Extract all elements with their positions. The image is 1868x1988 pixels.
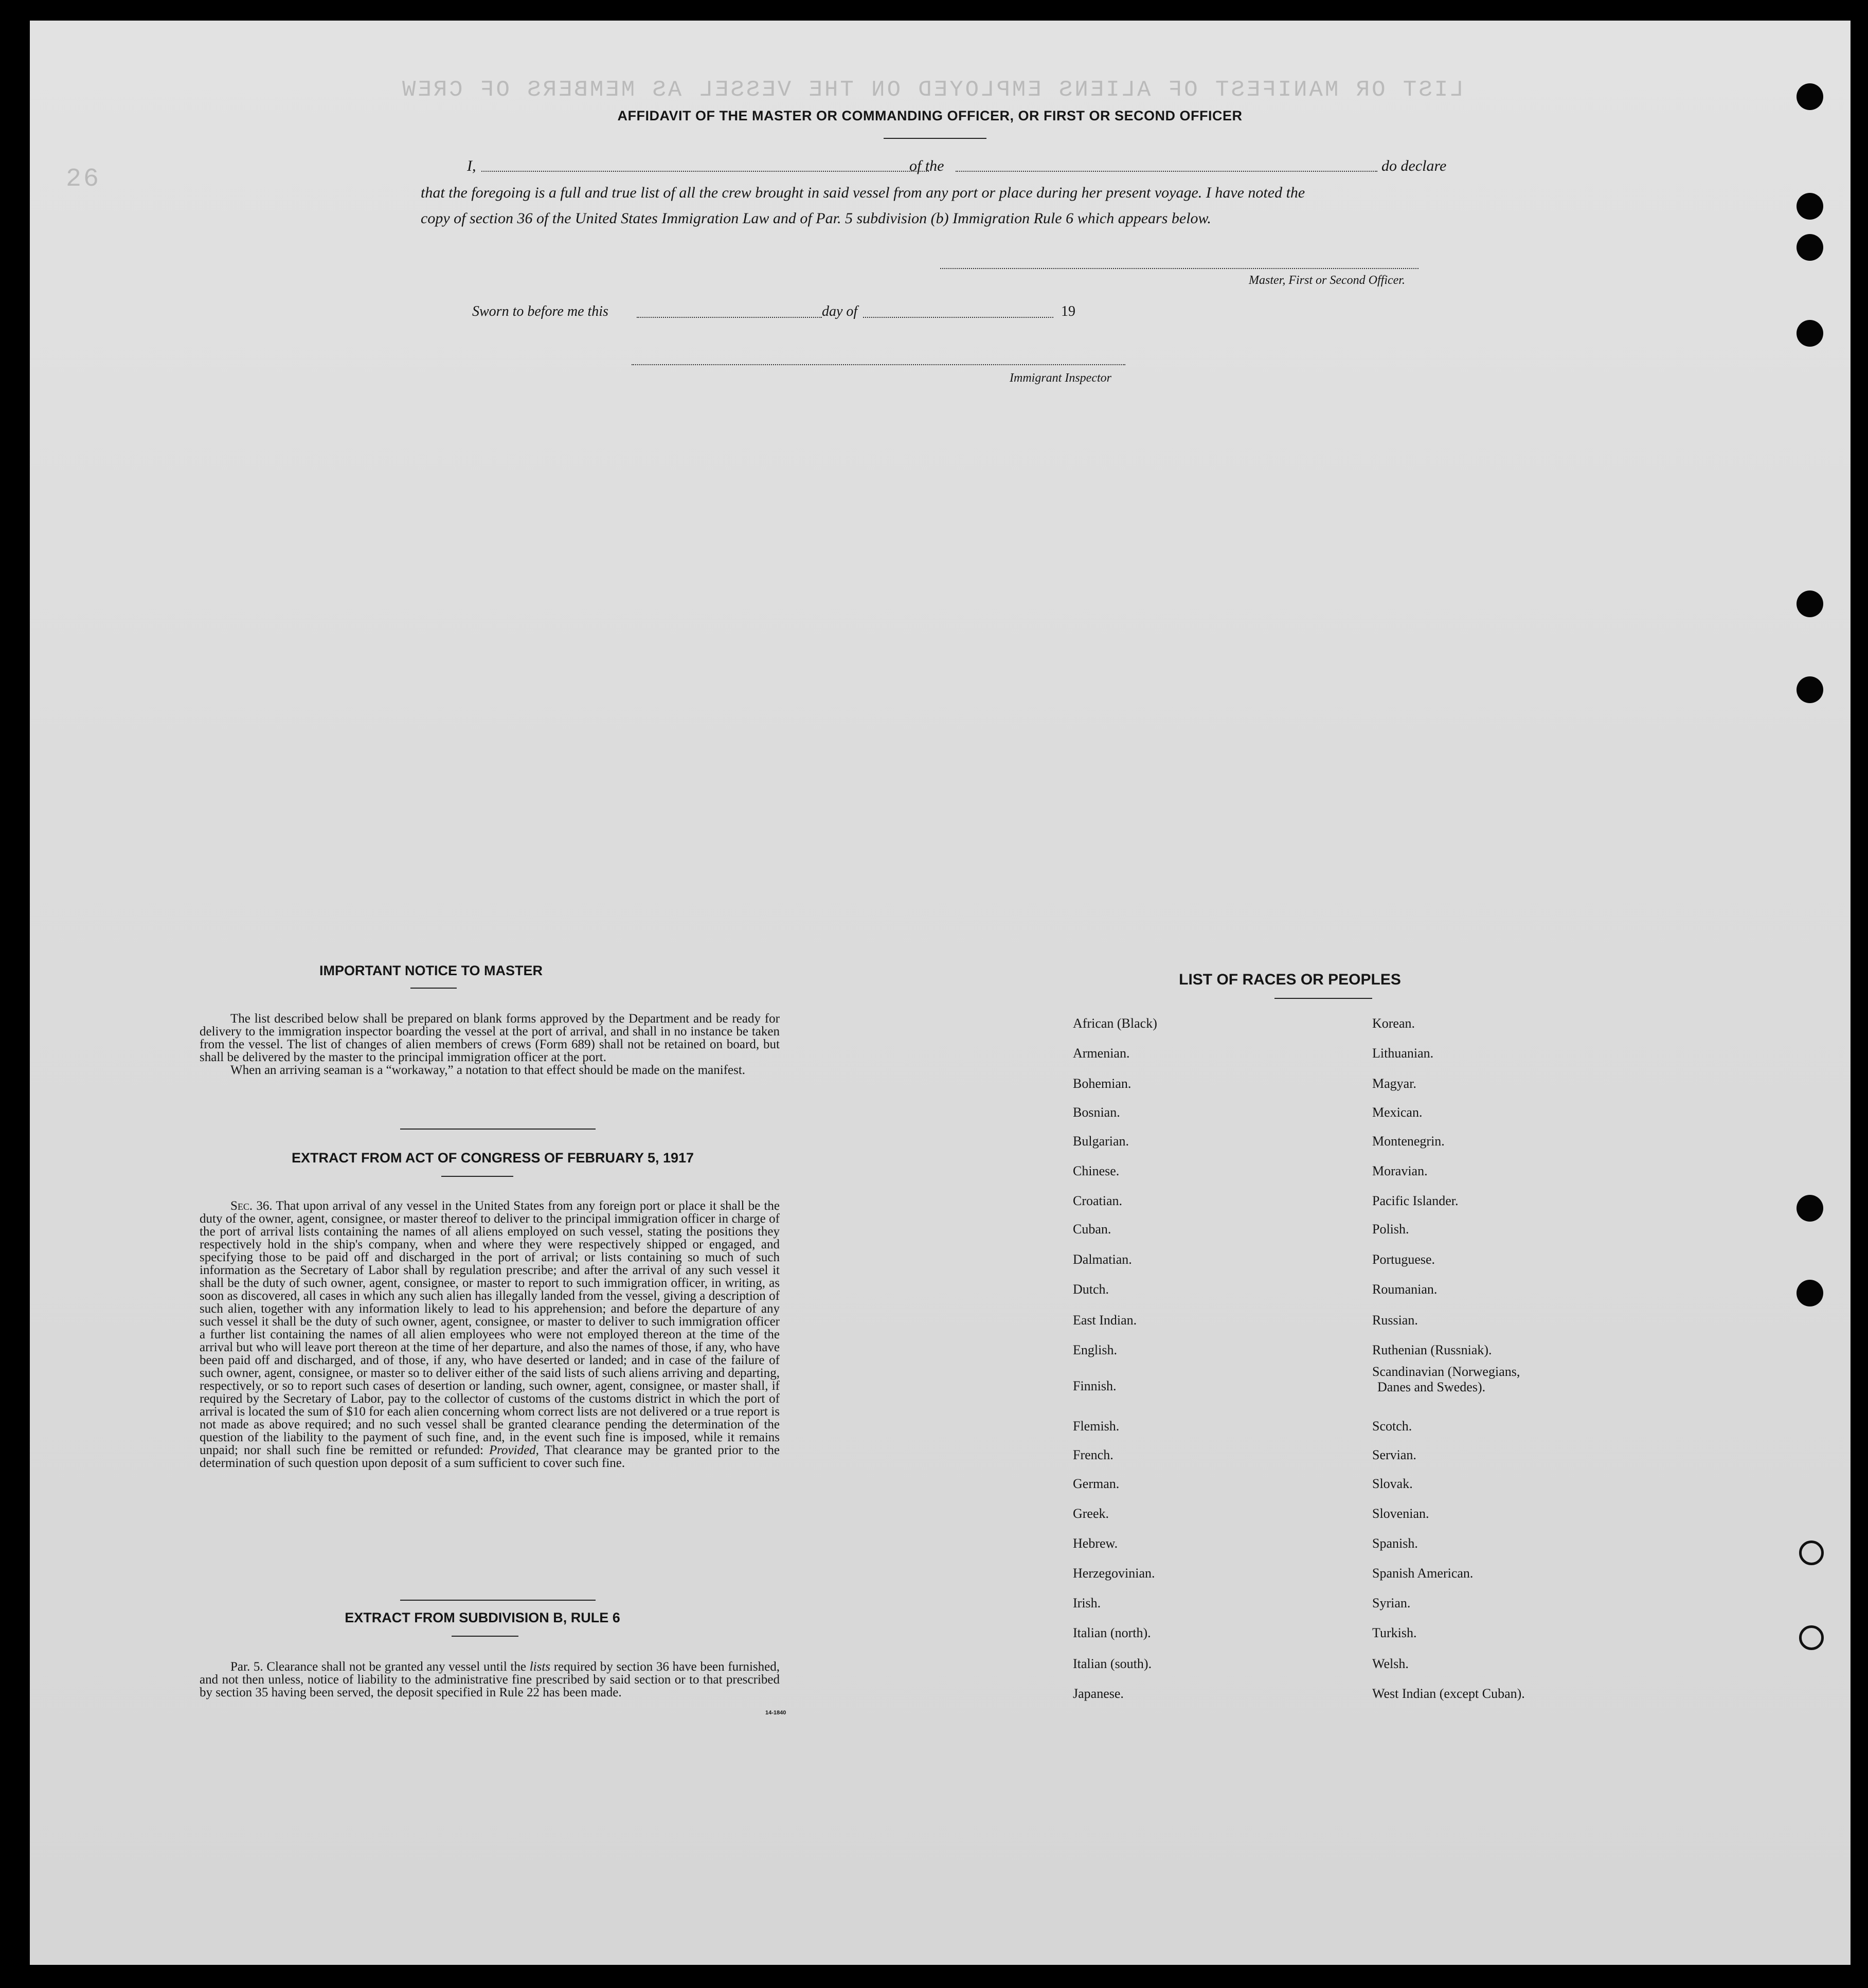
race-item: Bosnian. <box>1073 1105 1120 1120</box>
punch-hole <box>1799 1625 1824 1650</box>
year-prefix: 19 <box>1061 303 1075 319</box>
race-item: Herzegovinian. <box>1073 1566 1155 1581</box>
race-item: African (Black) <box>1073 1016 1157 1031</box>
rule-title: EXTRACT FROM SUBDIVISION B, RULE 6 <box>345 1610 620 1625</box>
affidavit-i-label: I, <box>467 157 476 174</box>
vessel-field-line[interactable] <box>956 171 1377 172</box>
manifest-page <box>30 21 1851 1965</box>
master-signature-line[interactable] <box>940 267 1418 269</box>
race-item: Greek. <box>1073 1506 1109 1521</box>
inspector-label: Immigrant Inspector <box>1010 371 1111 385</box>
act-text: That upon arrival of any vessel in the United States from any foreign port or place it shall be the duty of the owner, agent, consignee, or master thereof to deliver to the principal immigration officer in charge of the port of arrival lists containing the names of all aliens employed on such vessel, stating the positions they respectively hold in the ship's company, when and where they were respectively shipped or engaged, and specifying those to be paid off and discharged in the port of arrival; or lists containing so much of such information as the Secretary of Labor shall by regulation prescribe; and after the arrival of any such vessel it shall be the duty of such owner, agent, consignee, or master to report to such immigration officer, in writing, as soon as discovered, all cases in which any such alien has illegally landed from the vessel, giving a description of such alien, together with any information likely to lead to his apprehension; and before the departure of any such vessel it shall be the duty of such owner, agent, consignee, or master to deliver to such immigration officer a further list containing the names of all alien employees who were not employed thereon at the time of the arrival but who will leave port thereon at the time of her departure, and also the names of those, if any, who have been paid off and discharged, and of those, if any, who have deserted or landed; and in case of the failure of such owner, agent, consignee, or master so to deliver either of the said lists of such aliens arriving and departing, respectively, or so to report such cases of desertion or landing, such owner, agent, consignee, or master shall, if required by the Secretary of Labor, pay to the collector of customs of the customs district in which the port of arrival is located the sum of $10 for each alien concerning whom correct lists are not delivered or a true report is not made as above required; and no such vessel shall be granted clearance pending the determination of the question of the liability to the payment of such fine, and, in the event such fine is imposed, while it remains unpaid; nor shall such fine be remitted or refunded: <box>200 1199 780 1457</box>
rule-text-b: required by section 36 have been furnished, and not then unless, notice of liability to the administrative fine prescribed by said section or to that prescribed by section 35 having been served, the deposit specified in Rule 22 has been made. <box>200 1660 780 1699</box>
section-rule <box>400 1129 596 1130</box>
form-code: 14-1840 <box>765 1710 786 1716</box>
punch-hole <box>1797 320 1823 347</box>
race-item: Scotch. <box>1372 1419 1412 1434</box>
race-item: East Indian. <box>1073 1313 1137 1328</box>
punch-hole <box>1797 193 1823 220</box>
affidavit-line-2: that the foregoing is a full and true list of all the crew brought in said vessel from any port or place during her present voyage. I have noted the <box>421 184 1305 201</box>
race-item: Pacific Islander. <box>1372 1193 1459 1208</box>
notice-paragraph-2: When an arriving seaman is a “workaway,” a notation to that effect should be made on the manifest. <box>230 1063 746 1077</box>
race-item: Dalmatian. <box>1073 1252 1132 1267</box>
race-item: Russian. <box>1372 1313 1418 1328</box>
sworn-label: Sworn to before me this <box>472 303 608 319</box>
race-item: Danes and Swedes). <box>1377 1380 1486 1394</box>
inspector-signature-line[interactable] <box>632 364 1125 365</box>
race-item: Finnish. <box>1073 1378 1117 1393</box>
races-title: LIST OF RACES OR PEOPLES <box>1179 971 1401 988</box>
rule-lists-word: lists <box>529 1660 551 1674</box>
race-item: Ruthenian (Russniak). <box>1372 1342 1492 1357</box>
rule-text-a: Par. 5. Clearance shall not be granted any vessel until the <box>230 1660 527 1674</box>
race-item: Korean. <box>1372 1016 1415 1031</box>
race-item: West Indian (except Cuban). <box>1372 1686 1525 1701</box>
race-item: Italian (north). <box>1073 1625 1151 1640</box>
race-item: Syrian. <box>1372 1596 1411 1610</box>
race-item: Roumanian. <box>1372 1282 1438 1297</box>
act-proviso-label: Provided, <box>489 1443 539 1457</box>
race-item: Spanish American. <box>1372 1566 1474 1581</box>
punch-hole <box>1797 83 1823 110</box>
races-rule <box>1274 998 1372 999</box>
section-rule <box>400 1600 596 1601</box>
race-item: Cuban. <box>1073 1222 1111 1237</box>
race-item: Dutch. <box>1073 1282 1109 1297</box>
race-item: French. <box>1073 1447 1113 1462</box>
rule-body <box>200 1660 780 1699</box>
race-item: Montenegrin. <box>1372 1134 1445 1149</box>
act-section-label: Sec. 36. <box>230 1199 273 1213</box>
sworn-day-line[interactable] <box>637 317 822 318</box>
affidavit-of-the-label: of the <box>909 157 944 174</box>
race-item: Armenian. <box>1073 1046 1130 1061</box>
title-rule <box>884 138 986 139</box>
punch-hole <box>1797 234 1823 261</box>
race-item: Irish. <box>1073 1596 1101 1610</box>
punch-hole <box>1799 1541 1824 1565</box>
race-item: Bulgarian. <box>1073 1134 1129 1149</box>
race-item: Portuguese. <box>1372 1252 1435 1267</box>
race-item: Japanese. <box>1073 1686 1124 1701</box>
affidavit-do-declare: do declare <box>1381 157 1447 174</box>
sworn-month-line[interactable] <box>863 317 1053 318</box>
race-item: Turkish. <box>1372 1625 1417 1640</box>
race-item: Polish. <box>1372 1222 1409 1237</box>
punch-hole <box>1797 590 1823 617</box>
race-item: Croatian. <box>1073 1193 1123 1208</box>
race-item: Welsh. <box>1372 1656 1409 1671</box>
race-item: Magyar. <box>1372 1076 1416 1091</box>
race-item: Slovak. <box>1372 1476 1413 1491</box>
race-item: English. <box>1073 1342 1117 1357</box>
race-item: Flemish. <box>1073 1419 1120 1434</box>
punch-hole <box>1797 676 1823 703</box>
affidavit-line-3: copy of section 36 of the United States Immigration Law and of Par. 5 subdivision (b) Immigration Rule 6 which appears below. <box>421 210 1211 227</box>
race-item: Slovenian. <box>1372 1506 1429 1521</box>
race-item: Spanish. <box>1372 1536 1418 1551</box>
race-item: Italian (south). <box>1073 1656 1152 1671</box>
act-body <box>200 1199 780 1470</box>
race-item: Moravian. <box>1372 1163 1428 1178</box>
notice-paragraph-1: The list described below shall be prepared on blank forms approved by the Department and be ready for delivery to the immigration inspector boarding the vessel at the port of arrival, and shall in no instance be taken from the vessel. The list of changes of alien members of crews (Form 689) shall not be retained on board, but shall be delivered by the master to the principal immigration officer at the port. <box>200 1012 780 1064</box>
punch-hole <box>1797 1195 1823 1222</box>
notice-title: IMPORTANT NOTICE TO MASTER <box>319 963 543 978</box>
bleed-through-header: LIST OR MANIFEST OF ALIENS EMPLOYED ON THE VESSEL AS MEMBERS OF CREW <box>400 77 1464 103</box>
race-item: Hebrew. <box>1073 1536 1118 1551</box>
master-signature-label: Master, First or Second Officer. <box>1249 274 1405 287</box>
act-proviso-text: That clearance may be granted prior to the determination of such question upon deposit of a sum sufficient to cover such fine. <box>200 1443 780 1470</box>
day-of-label: day of <box>822 303 858 319</box>
affidavit-title: AFFIDAVIT OF THE MASTER OR COMMANDING OFFICER, OR FIRST OR SECOND OFFICER <box>617 108 1243 123</box>
race-item: Mexican. <box>1372 1105 1423 1120</box>
act-title: EXTRACT FROM ACT OF CONGRESS OF FEBRUARY 5, 1917 <box>291 1150 694 1166</box>
act-rule <box>441 1176 513 1177</box>
race-item: Servian. <box>1372 1447 1416 1462</box>
punch-hole <box>1797 1280 1823 1306</box>
notice-body <box>200 1012 780 1077</box>
race-item: Lithuanian. <box>1372 1046 1434 1061</box>
bleed-through-number: 26 <box>66 165 101 194</box>
notice-rule <box>410 988 457 989</box>
race-item: Chinese. <box>1073 1163 1120 1178</box>
name-field-line[interactable] <box>481 171 929 172</box>
race-item: Bohemian. <box>1073 1076 1131 1091</box>
race-item: German. <box>1073 1476 1120 1491</box>
rule-title-rule <box>452 1636 518 1637</box>
race-item: Scandinavian (Norwegians, <box>1372 1364 1520 1379</box>
